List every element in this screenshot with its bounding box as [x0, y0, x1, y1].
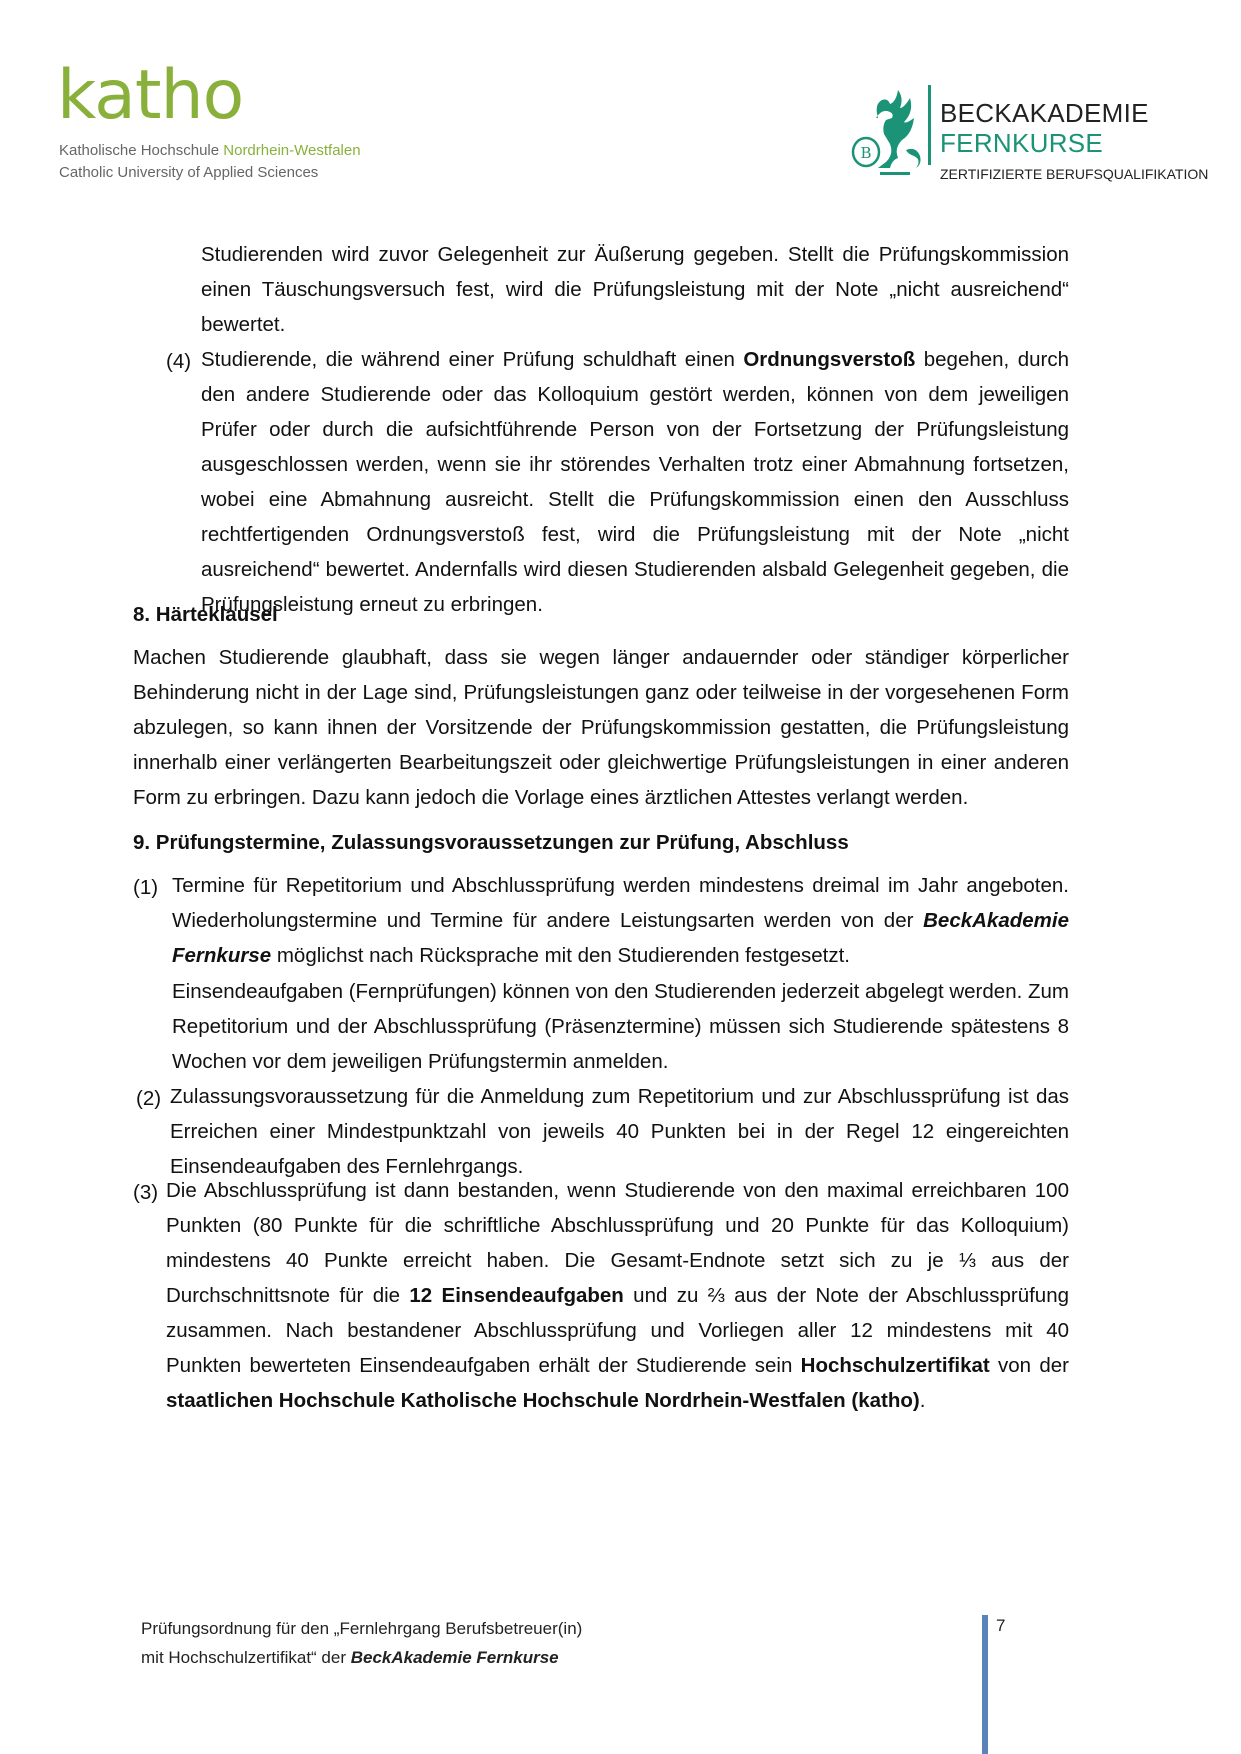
item3-text-part1: Die Abschlussprüfung ist dann bestanden, wenn Studierende von den maximal erreichbaren 100 Punkten (80 Punkte für die schriftliche Abschlussprüfung und 20 Punkte für das Kolloquium) mindestens 40 Punkte erreicht haben. Die Gesamt-Endnote setzt sich zu je ⅓ aus der Durchschnittsnote für die	[166, 1179, 1069, 1307]
katho-wordmark: katho	[57, 56, 244, 135]
griffin-emblem-icon	[850, 90, 930, 180]
item3-text-part3: von der	[989, 1354, 1069, 1377]
item1-paragraph	[172, 868, 1069, 973]
item3-bold-einsendeaufgaben: 12 Einsendeaufgaben	[409, 1284, 624, 1307]
emblem-letter: B	[860, 144, 872, 162]
item2-paragraph: Zulassungsvoraussetzung für die Anmeldung zum Repetitorium und zur Abschlussprüfung ist das Erreichen einer Mindestpunktzahl von jeweils 40 Punkten bei in der Regel 12 eingereichten Einsendeaufgaben des Fernlehrgangs.	[170, 1085, 1069, 1178]
beck-logo-divider	[928, 85, 931, 165]
item3-number: (3)	[133, 1181, 159, 1204]
item4-text-post: begehen, durch den andere Studierende oder das Kolloquium gestört werden, können von dem jeweiligen Prüfer oder durch die aufsichtführende Person von der Fortsetzung der Prüfungsleistung ausgeschlossen werden, wenn sie ihr störendes Verhalten trotz einer Abmahnung fortsetzen, wobei eine Abmahnung ausreicht. Stellt die Prüfungskommission einen den Ausschluss rechtfertigenden Ordnungsverstoß fest, wird die Prüfungsleistung mit der Note „nicht ausreichend“ bewertet. Andernfalls wird diesen Studierenden alsbald Gelegenheit gegeben, die Prüfungsleistung erneut zu erbringen.	[201, 348, 1069, 616]
item4-bold: Ordnungsverstoß	[743, 348, 916, 371]
item3-text-part2: und zu ⅔ aus der Note der Abschlussprüfung zusammen. Nach bestandener Abschlussprüfung und Vorliegen aller 12 mindestens mit 40 Punkten bewerteten Einsendeaufgaben erhält der Studierende sein	[166, 1284, 1069, 1377]
item3-bold-staatliche-hochschule: staatlichen Hochschule Katholische Hochschule Nordrhein-Westfalen (katho)	[166, 1389, 920, 1412]
continuation-paragraph: Studierenden wird zuvor Gelegenheit zur Äußerung gegeben. Stellt die Prüfungskommission einen Täuschungsversuch fest, wird die Prüfungsleistung mit der Note „nicht ausreichend“ bewertet.	[201, 243, 1069, 336]
section9-heading: 9. Prüfungstermine, Zulassungsvoraussetzungen zur Prüfung, Abschluss	[133, 831, 849, 854]
item3-bold-hochschulzertifikat: Hochschulzertifikat	[800, 1354, 990, 1377]
item1-text-post: möglichst nach Rücksprache mit den Studierenden festgesetzt.	[271, 944, 851, 967]
item3-paragraph	[166, 1173, 1069, 1418]
section8-heading: 8. Härteklausel	[133, 603, 278, 626]
beck-logo-line2: FERNKURSE	[940, 128, 1104, 158]
footer-line2-bold-italic: BeckAkademie Fernkurse	[350, 1648, 559, 1667]
footer-line2-plain: mit Hochschulzertifikat“ der	[141, 1648, 351, 1667]
item1-bold-italic: BeckAkademie Fernkurse	[172, 909, 1069, 967]
footer-divider-bar	[982, 1615, 988, 1754]
katho-subtitle-plain: Katholische Hochschule	[59, 142, 224, 159]
item2-number: (2)	[136, 1087, 162, 1110]
beck-logo-line1: BECKAKADEMIE	[940, 98, 1149, 128]
beck-logo-line3: ZERTIFIZIERTE BERUFSQUALIFIKATION	[940, 166, 1209, 182]
item1-number: (1)	[133, 876, 159, 899]
footer-line1: Prüfungsordnung für den „Fernlehrgang Berufsbetreuer(in)	[141, 1619, 583, 1638]
item4-text-pre: Studierende, die während einer Prüfung schuldhaft einen	[201, 348, 744, 371]
item1-text-pre: Termine für Repetitorium und Abschlussprüfung werden mindestens dreimal im Jahr angeboten. Wiederholungstermine und Termine für andere Leistungsarten werden von der	[172, 874, 1069, 932]
katho-subtitle-accent: Nordrhein-Westfalen	[223, 142, 361, 159]
footer-line2	[141, 1643, 841, 1672]
item1-paragraph2: Einsendeaufgaben (Fernprüfungen) können von den Studierenden jederzeit abgelegt werden. Zum Repetitorium und der Abschlussprüfung (Präsenztermine) müssen sich Studierende spätestens 8 Wochen vor dem jeweiligen Prüfungstermin anmelden.	[172, 980, 1069, 1073]
item3-text-part4: .	[919, 1389, 926, 1412]
item4-paragraph	[201, 342, 1069, 622]
footer-text	[141, 1614, 841, 1672]
item4-number: (4)	[166, 350, 192, 373]
section8-paragraph: Machen Studierende glaubhaft, dass sie wegen länger andauernder oder ständiger körperlicher Behinderung nicht in der Lage sind, Prüfungsleistungen ganz oder teilweise in der vorgesehenen Form abzulegen, so kann ihnen der Vorsitzende der Prüfungskommission gestatten, die Prüfungsleistung innerhalb einer verlängerten Bearbeitungszeit oder gleichwertige Prüfungsleistungen in einer anderen Form zu erbringen. Dazu kann jedoch die Vorlage eines ärztlichen Attestes verlangt werden.	[133, 646, 1069, 809]
page-number: 7	[996, 1616, 1006, 1635]
katho-subtitle-line1	[59, 142, 361, 159]
katho-subtitle-line2: Catholic University of Applied Sciences	[59, 164, 319, 181]
